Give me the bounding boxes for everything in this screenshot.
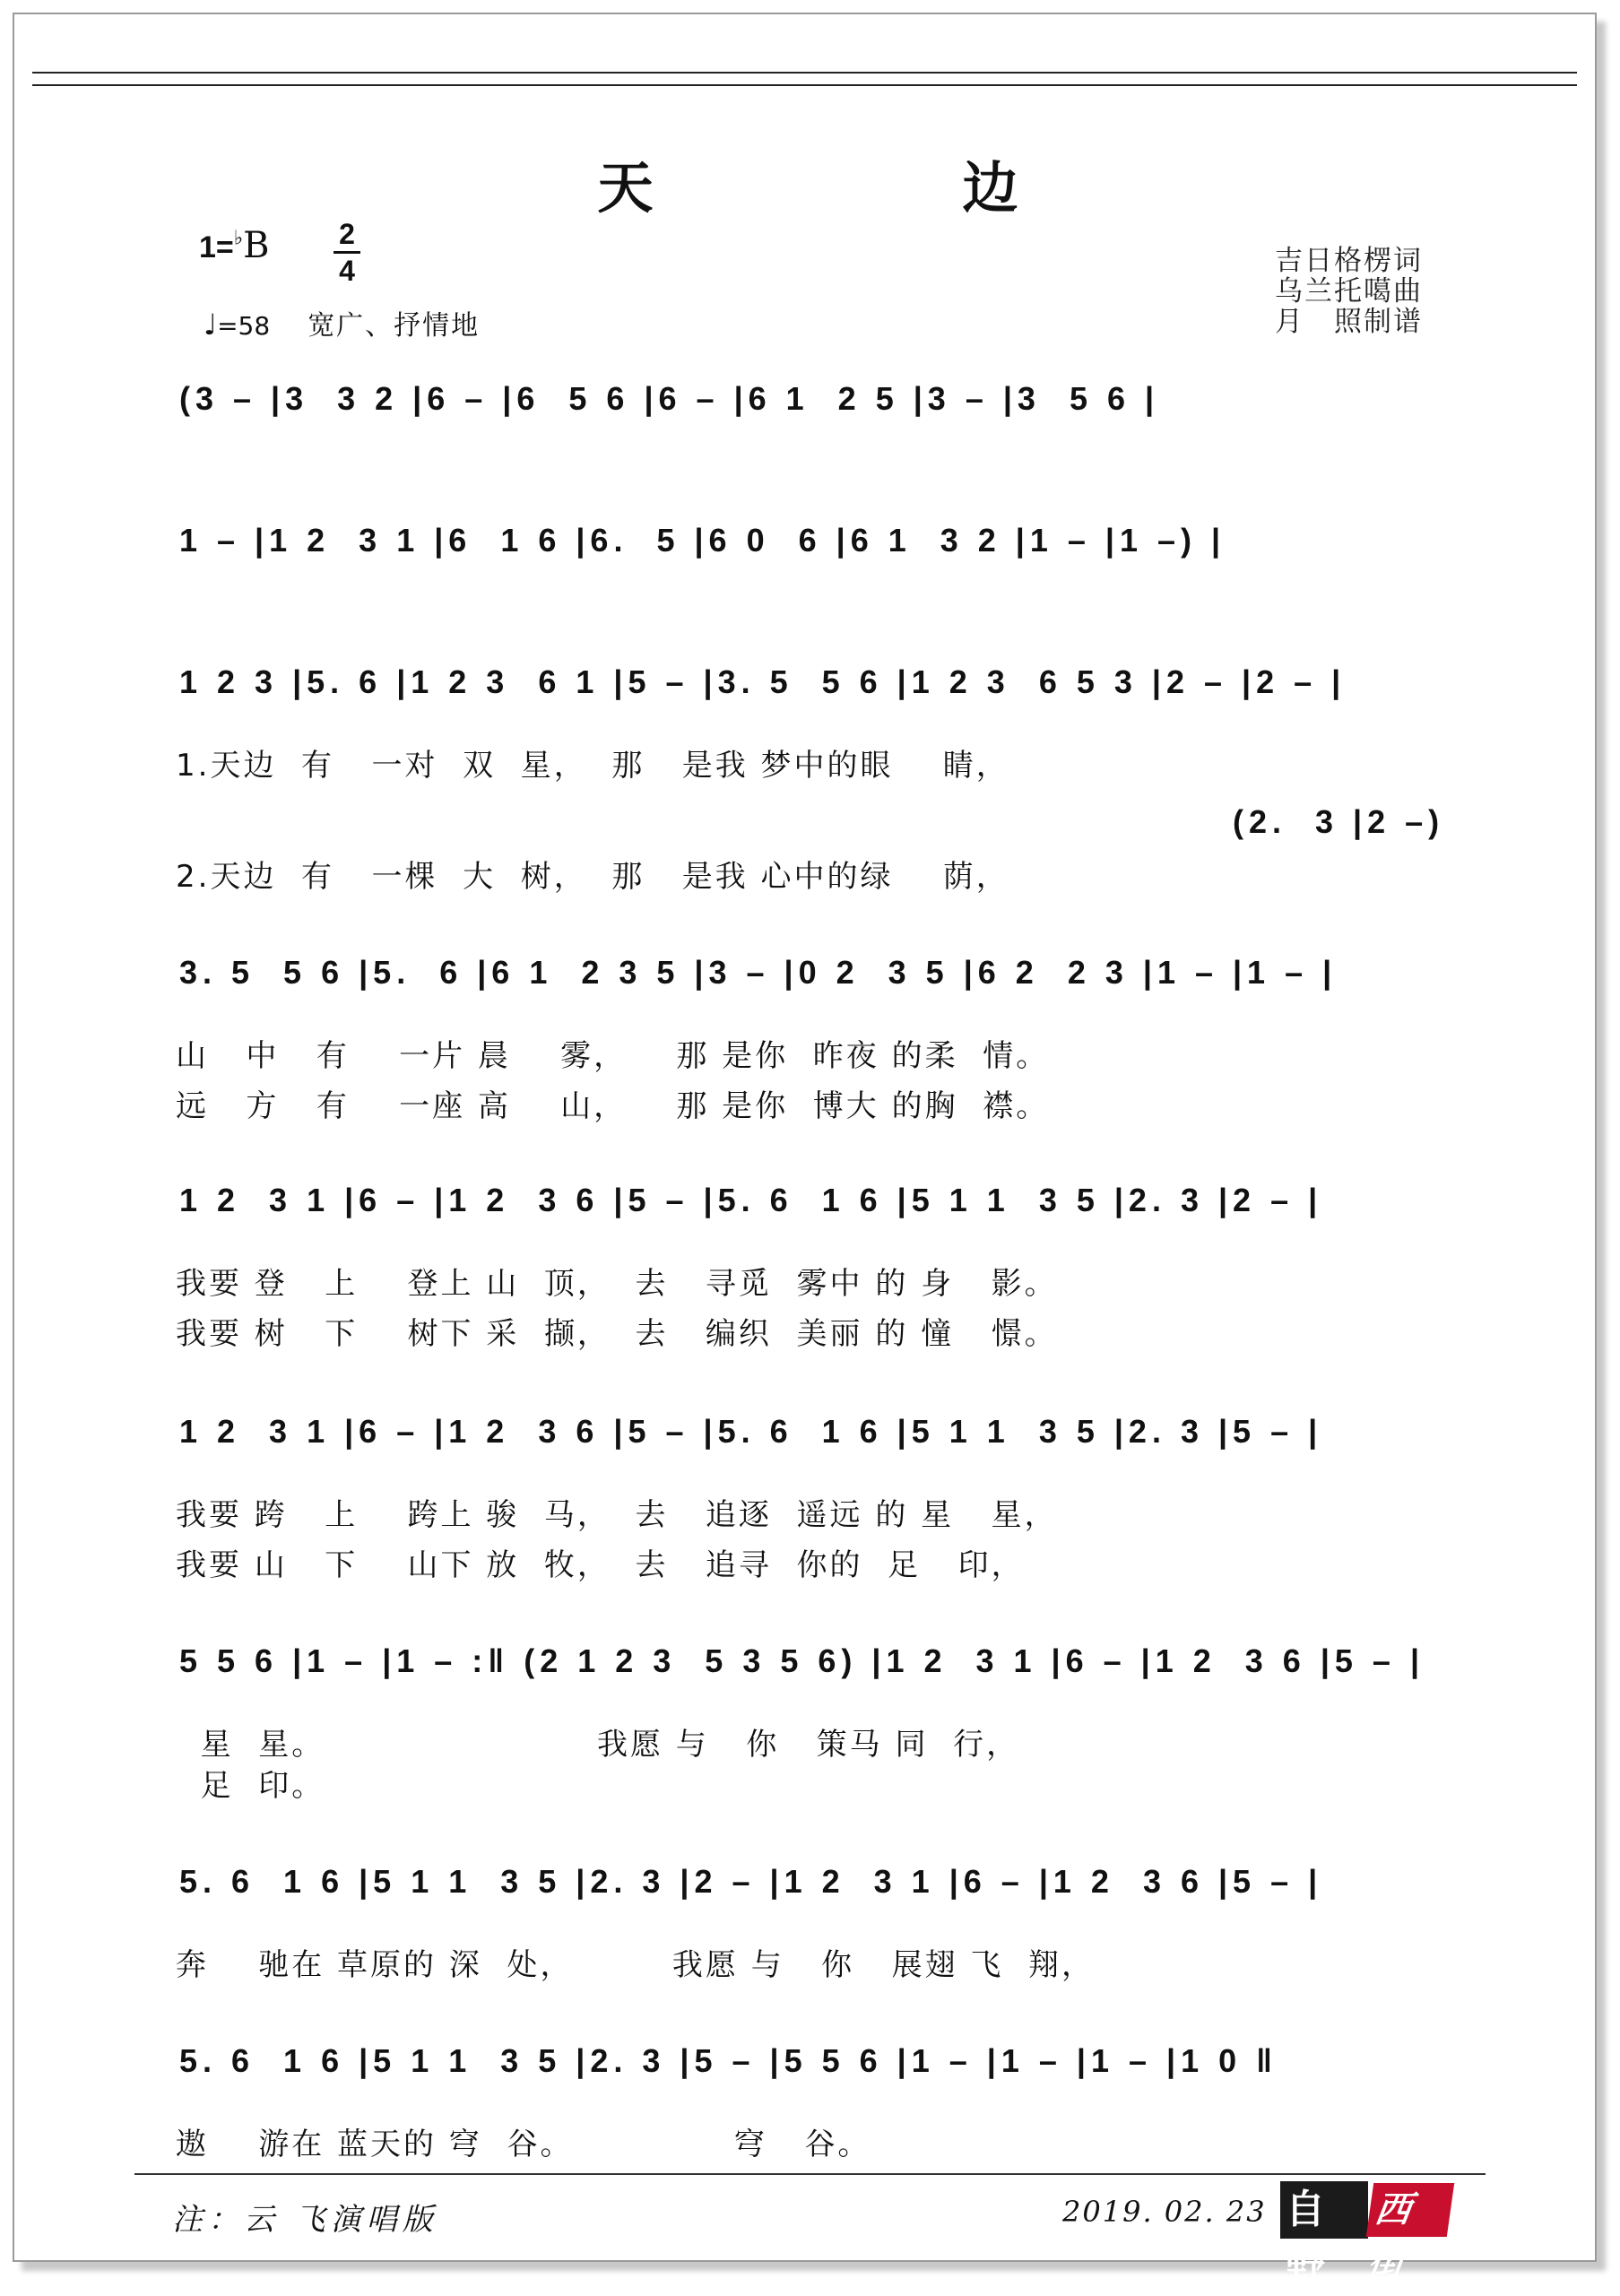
lyric-verse1-line4: 我要 跨 上 跨上 骏 马， 去 追逐 遥远 的 星 星， [176, 1497, 1058, 1533]
lyric-refrain-line2: 奔 驰在 草原的 深 处， 我愿 与 你 展翅 飞 翔， [176, 1947, 1095, 1983]
footer-date: 2019. 02. 23 [1062, 2195, 1267, 2229]
notation-line-8: 5. 6 1 6 |5 1 1 3 5 |2. 3 |2 – |1 2 3 1 |6 – |1 2 3 6 |5 – | [179, 1863, 1323, 1900]
lyric-verse1-line2: 山 中 有 一片 晨 雾， 那 是你 昨夜 的柔 情。 [176, 1038, 1050, 1074]
time-top: 2 [339, 218, 355, 250]
lyric-refrain-line3: 遨 游在 蓝天的 穹 谷。 穹 谷。 [176, 2127, 871, 2162]
notation-line-6: 1 2 3 1 |6 – |1 2 3 6 |5 – |5. 6 1 6 |5 1 1 3 5 |2. 3 |5 – | [179, 1413, 1323, 1450]
tempo-expression: 宽广、抒情地 [308, 310, 481, 342]
score-sheet [13, 13, 1597, 2262]
site-logo [1280, 2177, 1451, 2290]
lyric-verse2-line1: 2.天边 有 一棵 大 树， 那 是我 心中的绿 荫， [176, 859, 1009, 895]
key-letter: B [243, 225, 270, 266]
top-rule [32, 72, 1577, 74]
lyric-verse2-line4: 我要 山 下 山下 放 牧， 去 追寻 你的 足 印， [176, 1547, 1025, 1583]
lyric-refrain-line1-alt: 足 印。 [176, 1768, 325, 1804]
quarter-note-icon: ♩ [204, 308, 218, 342]
footer-rule [134, 2173, 1486, 2175]
credits [1275, 246, 1423, 337]
time-bar [334, 251, 360, 254]
interlude: (2. 3 |2 –) [1233, 803, 1445, 840]
notation-line-9: 5. 6 1 6 |5 1 1 3 5 |2. 3 |5 – |5 5 6 |1 – |1 – |1 – |1 0 ‖ [179, 2042, 1278, 2079]
lyric-verse1-line3: 我要 登 上 登上 山 顶， 去 寻觅 雾中 的 身 影。 [176, 1266, 1058, 1302]
notation-line-1: (3 – |3 3 2 |6 – |6 5 6 |6 – |6 1 2 5 |3 – |3 5 6 | [179, 380, 1160, 417]
credit-composer: 乌兰托噶曲 [1275, 275, 1423, 308]
credit-lyricist: 吉日格楞词 [1275, 245, 1423, 277]
title-char-2: 边 [962, 155, 1023, 221]
tempo-bpm: =58 [217, 311, 271, 341]
top-rule-inner [32, 84, 1577, 86]
logo-part-a: 自野 [1280, 2181, 1368, 2239]
notation-line-4: 3. 5 5 6 |5. 6 |6 1 2 3 5 |3 – |0 2 3 5 |6 2 2 3 |1 – |1 – | [179, 954, 1338, 991]
flat-sign: ♭ [233, 226, 244, 250]
notation-line-5: 1 2 3 1 |6 – |1 2 3 6 |5 – |5. 6 1 6 |5 1 1 3 5 |2. 3 |2 – | [179, 1182, 1323, 1218]
time-bottom: 4 [339, 255, 355, 287]
tempo-marking [204, 303, 480, 342]
lyric-verse2-line2: 远 方 有 一座 高 山， 那 是你 博大 的胸 襟。 [176, 1088, 1050, 1124]
notation-line-2: 1 – |1 2 3 1 |6 1 6 |6. 5 |6 0 6 |6 1 3 2 |1 – |1 –) | [179, 522, 1226, 559]
credit-transcriber: 月 照制谱 [1275, 306, 1423, 338]
key-signature [199, 224, 270, 266]
song-title [0, 143, 1620, 223]
notation-line-7: 5 5 6 |1 – |1 – :‖ (2 1 2 3 5 3 5 6) |1 2 3 1 |6 – |1 2 3 6 |5 – | [179, 1642, 1425, 1679]
time-signature [334, 219, 360, 286]
key-prefix: 1= [199, 230, 234, 264]
lyric-verse1-line1: 1.天边 有 一对 双 星， 那 是我 梦中的眼 睛， [176, 748, 1009, 784]
footer-note: 注：云 飞演唱版 [172, 2202, 438, 2238]
lyric-refrain-line1: 星 星。 我愿 与 你 策马 同 行， [176, 1727, 1020, 1763]
title-char-1: 天 [597, 155, 658, 221]
logo-part-b: 西街 [1366, 2183, 1455, 2237]
notation-line-3: 1 2 3 |5. 6 |1 2 3 6 1 |5 – |3. 5 5 6 |1 2 3 6 5 3 |2 – |2 – | [179, 663, 1347, 700]
lyric-verse2-line3: 我要 树 下 树下 采 撷， 去 编织 美丽 的 憧 憬。 [176, 1316, 1058, 1352]
